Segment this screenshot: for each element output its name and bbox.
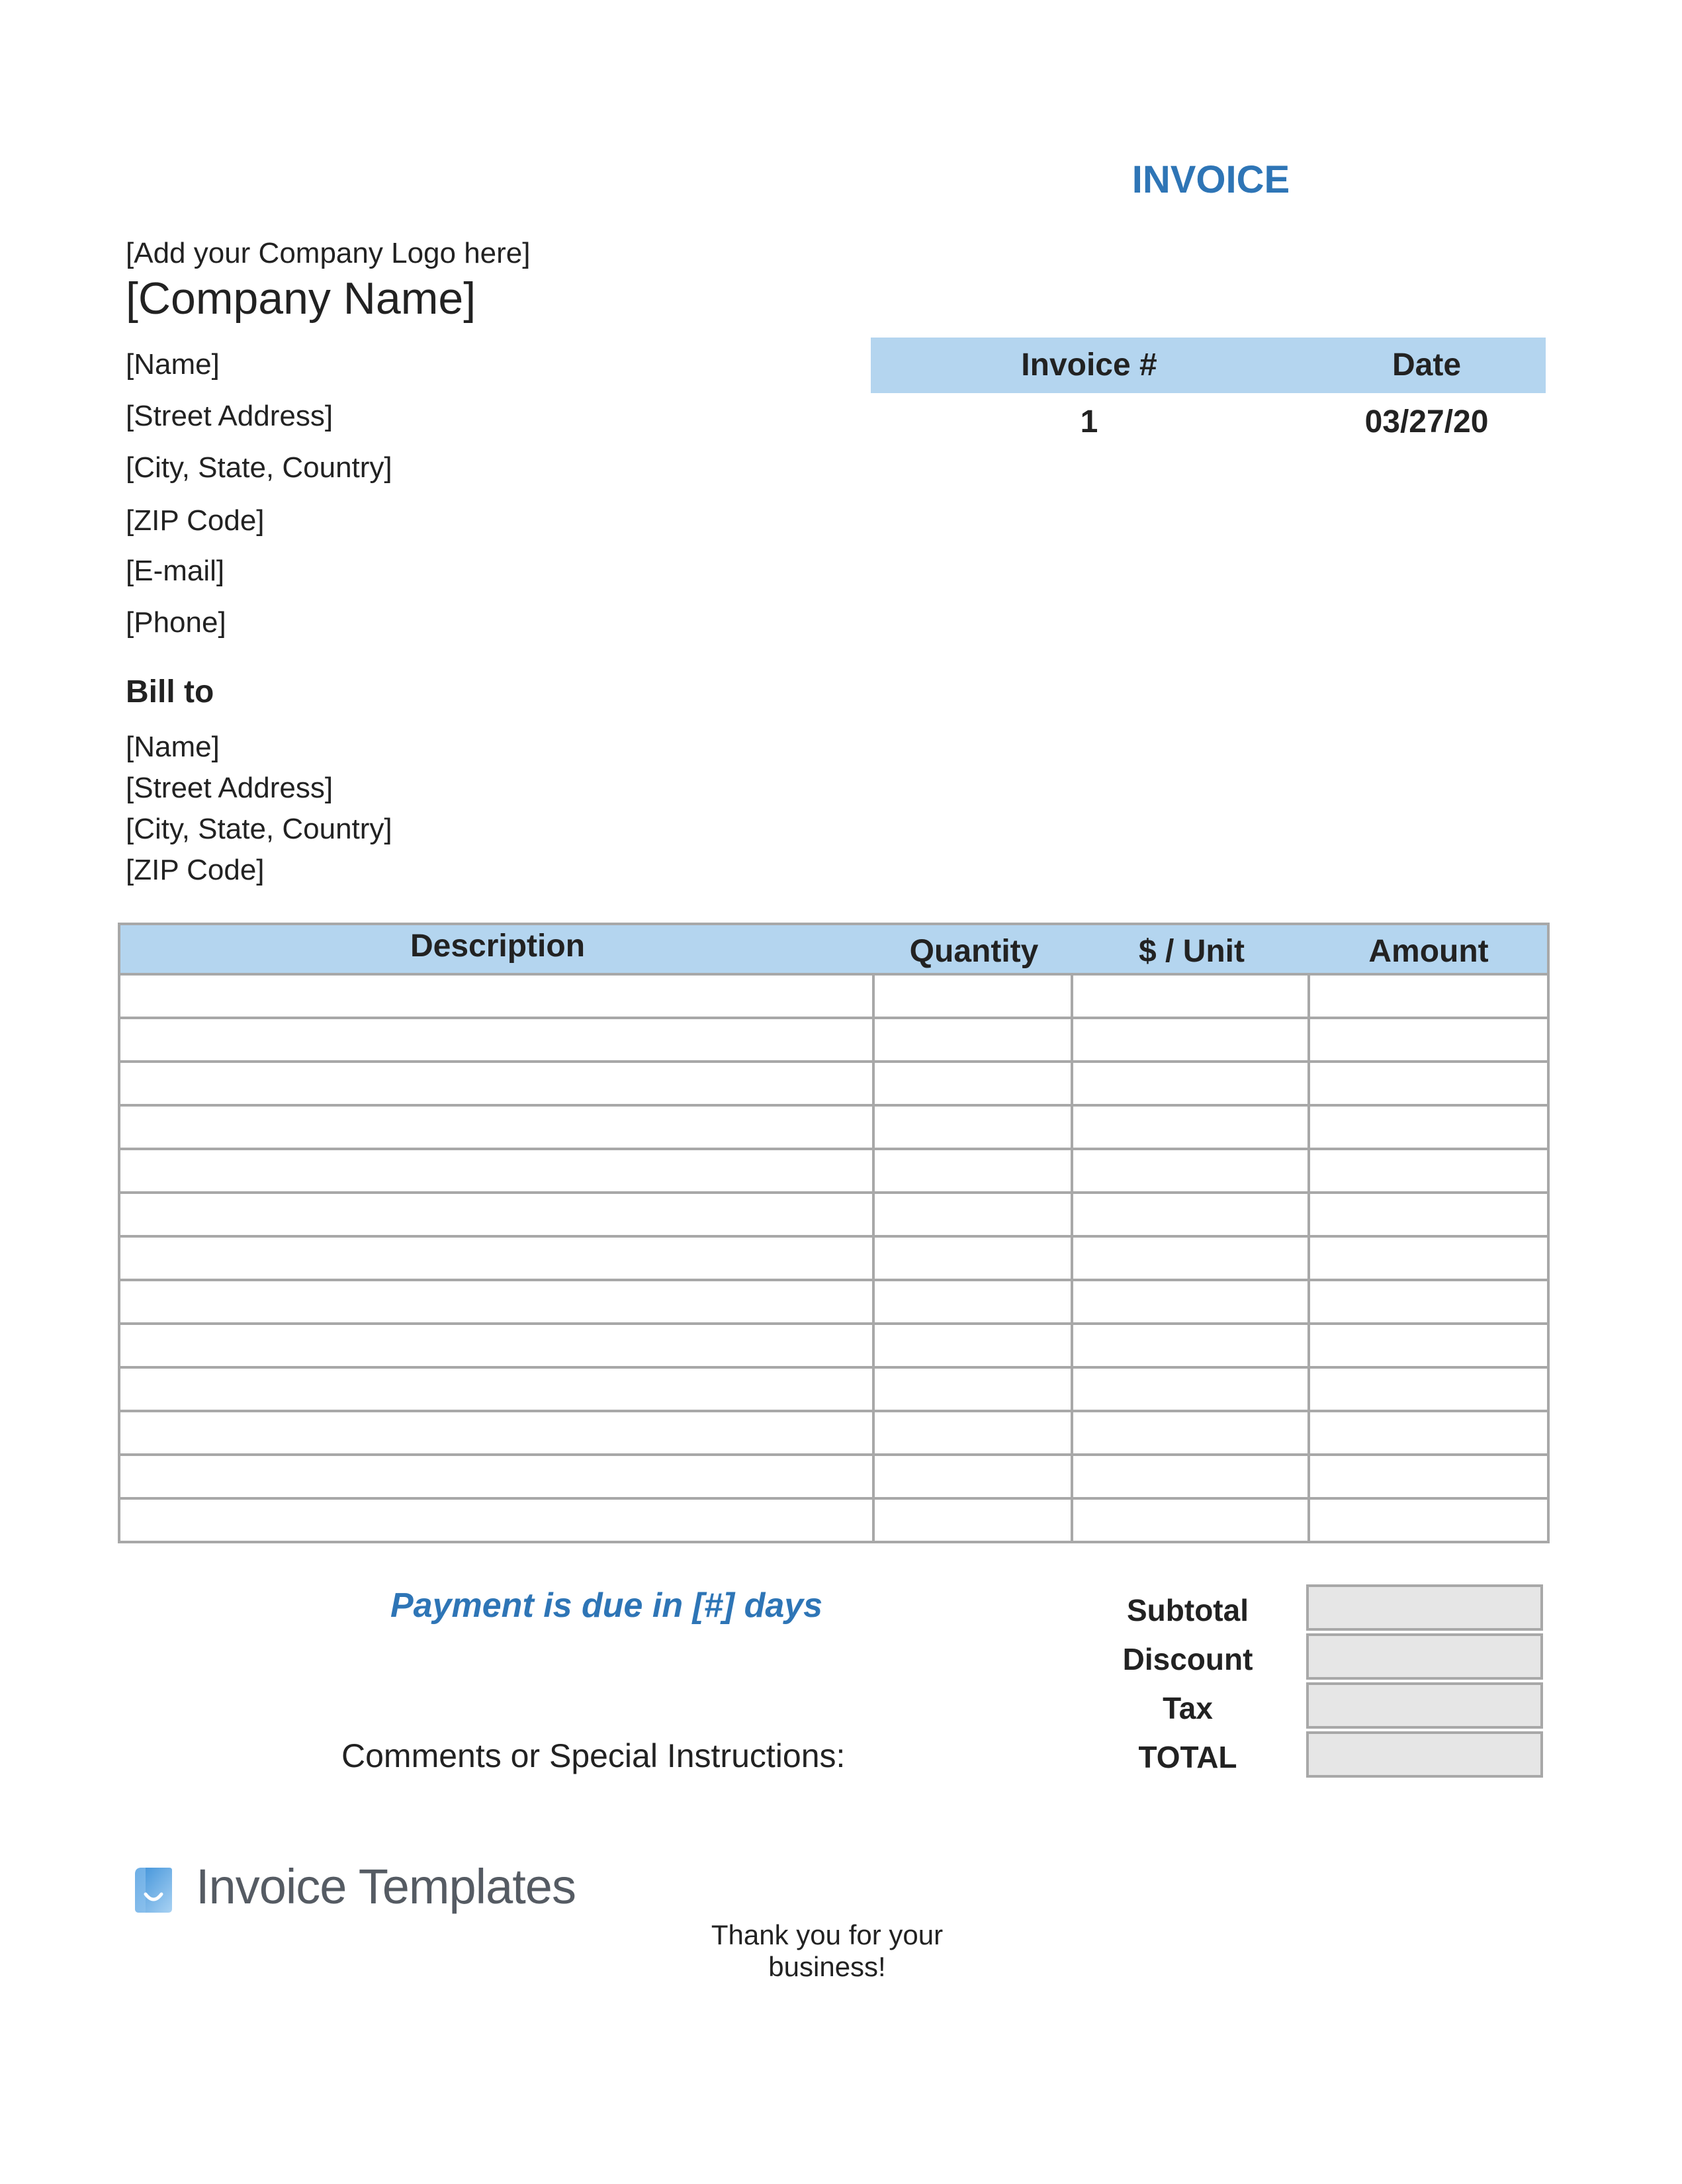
bill-to-heading: Bill to	[126, 674, 214, 709]
cell-amount[interactable]	[1310, 1456, 1547, 1497]
cell-unit-price[interactable]	[1073, 976, 1310, 1017]
cell-description[interactable]	[120, 1369, 875, 1410]
cell-amount[interactable]	[1310, 1325, 1547, 1366]
cell-amount[interactable]	[1310, 1369, 1547, 1410]
cell-amount[interactable]	[1310, 1194, 1547, 1235]
cell-unit-price[interactable]	[1073, 1150, 1310, 1191]
company-city-state-country[interactable]: [City, State, Country]	[126, 451, 392, 484]
cell-unit-price[interactable]	[1073, 1456, 1310, 1497]
cell-amount[interactable]	[1310, 1412, 1547, 1453]
comments-label: Comments or Special Instructions:	[341, 1737, 846, 1774]
cell-description[interactable]	[120, 976, 875, 1017]
table-row	[120, 1281, 1547, 1325]
brand-name: Invoice Templates	[196, 1859, 576, 1914]
total-value[interactable]	[1306, 1731, 1543, 1778]
company-phone[interactable]: [Phone]	[126, 606, 226, 639]
cell-quantity[interactable]	[875, 1150, 1073, 1191]
company-street-address[interactable]: [Street Address]	[126, 400, 333, 432]
company-name[interactable]: [Company Name]	[126, 273, 476, 324]
line-items-body	[120, 976, 1547, 1541]
company-contact-name[interactable]: [Name]	[126, 348, 220, 381]
line-items-header	[120, 925, 1547, 976]
total-label: TOTAL	[1138, 1740, 1237, 1774]
cell-unit-price[interactable]	[1073, 1019, 1310, 1060]
cell-quantity[interactable]	[875, 1194, 1073, 1235]
table-row	[120, 1412, 1547, 1456]
cell-quantity[interactable]	[875, 1412, 1073, 1453]
bill-to-city-state-country[interactable]: [City, State, Country]	[126, 813, 392, 845]
subtotal-value[interactable]	[1306, 1584, 1543, 1631]
cell-quantity[interactable]	[875, 976, 1073, 1017]
cell-amount[interactable]	[1310, 1238, 1547, 1279]
cell-description[interactable]	[120, 1456, 875, 1497]
company-email[interactable]: [E-mail]	[126, 555, 225, 587]
table-row	[120, 1194, 1547, 1238]
cell-quantity[interactable]	[875, 1369, 1073, 1410]
invoice-number-label: Invoice #	[1021, 347, 1157, 383]
cell-description[interactable]	[120, 1194, 875, 1235]
line-items-table	[118, 923, 1550, 1543]
table-row	[120, 1325, 1547, 1369]
cell-quantity[interactable]	[875, 1281, 1073, 1322]
cell-unit-price[interactable]	[1073, 1238, 1310, 1279]
bill-to-name[interactable]: [Name]	[126, 731, 220, 763]
bill-to-street-address[interactable]: [Street Address]	[126, 772, 333, 804]
date-label: Date	[1392, 347, 1462, 383]
cell-unit-price[interactable]	[1073, 1500, 1310, 1541]
payment-due-note[interactable]: Payment is due in [#] days	[390, 1586, 823, 1625]
cell-quantity[interactable]	[875, 1019, 1073, 1060]
table-row	[120, 1063, 1547, 1107]
cell-amount[interactable]	[1310, 1281, 1547, 1322]
cell-amount[interactable]	[1310, 1500, 1547, 1541]
cell-amount[interactable]	[1310, 1019, 1547, 1060]
discount-value[interactable]	[1306, 1633, 1543, 1680]
logo-placeholder[interactable]: [Add your Company Logo here]	[126, 237, 531, 269]
column-header-quantity: Quantity	[909, 934, 1039, 969]
cell-amount[interactable]	[1310, 976, 1547, 1017]
cell-unit-price[interactable]	[1073, 1325, 1310, 1366]
cell-quantity[interactable]	[875, 1107, 1073, 1148]
cell-unit-price[interactable]	[1073, 1107, 1310, 1148]
table-row	[120, 1369, 1547, 1412]
table-row	[120, 1238, 1547, 1281]
cell-amount[interactable]	[1310, 1107, 1547, 1148]
bill-to-zip-code[interactable]: [ZIP Code]	[126, 854, 265, 886]
cell-description[interactable]	[120, 1412, 875, 1453]
cell-description[interactable]	[120, 1019, 875, 1060]
column-header-unit-price: $ / Unit	[1138, 934, 1245, 969]
cell-unit-price[interactable]	[1073, 1369, 1310, 1410]
cell-quantity[interactable]	[875, 1456, 1073, 1497]
cell-amount[interactable]	[1310, 1150, 1547, 1191]
tax-label: Tax	[1163, 1691, 1213, 1725]
cell-description[interactable]	[120, 1107, 875, 1148]
invoice-meta-header	[871, 338, 1546, 393]
cell-unit-price[interactable]	[1073, 1194, 1310, 1235]
table-row	[120, 1456, 1547, 1500]
cell-unit-price[interactable]	[1073, 1281, 1310, 1322]
cell-amount[interactable]	[1310, 1063, 1547, 1104]
cell-description[interactable]	[120, 1150, 875, 1191]
invoice-templates-logo-icon	[131, 1865, 175, 1915]
cell-quantity[interactable]	[875, 1063, 1073, 1104]
cell-description[interactable]	[120, 1238, 875, 1279]
table-row	[120, 1150, 1547, 1194]
discount-label: Discount	[1122, 1642, 1253, 1676]
invoice-title: INVOICE	[1131, 158, 1290, 201]
cell-quantity[interactable]	[875, 1500, 1073, 1541]
cell-unit-price[interactable]	[1073, 1063, 1310, 1104]
company-zip-code[interactable]: [ZIP Code]	[126, 504, 265, 537]
cell-description[interactable]	[120, 1281, 875, 1322]
cell-description[interactable]	[120, 1325, 875, 1366]
table-row	[120, 1019, 1547, 1063]
cell-description[interactable]	[120, 1500, 875, 1541]
cell-quantity[interactable]	[875, 1238, 1073, 1279]
table-row	[120, 1500, 1547, 1541]
invoice-number-value[interactable]: 1	[1080, 404, 1098, 439]
column-header-description: Description	[410, 929, 586, 964]
table-row	[120, 1107, 1547, 1150]
cell-description[interactable]	[120, 1063, 875, 1104]
table-row	[120, 976, 1547, 1019]
thank-you-message: Thank you for your business!	[711, 1919, 944, 1982]
invoice-date-value[interactable]: 03/27/20	[1364, 404, 1489, 439]
tax-value[interactable]	[1306, 1682, 1543, 1729]
column-header-amount: Amount	[1368, 934, 1489, 969]
subtotal-label: Subtotal	[1127, 1593, 1249, 1627]
cell-quantity[interactable]	[875, 1325, 1073, 1366]
cell-unit-price[interactable]	[1073, 1412, 1310, 1453]
